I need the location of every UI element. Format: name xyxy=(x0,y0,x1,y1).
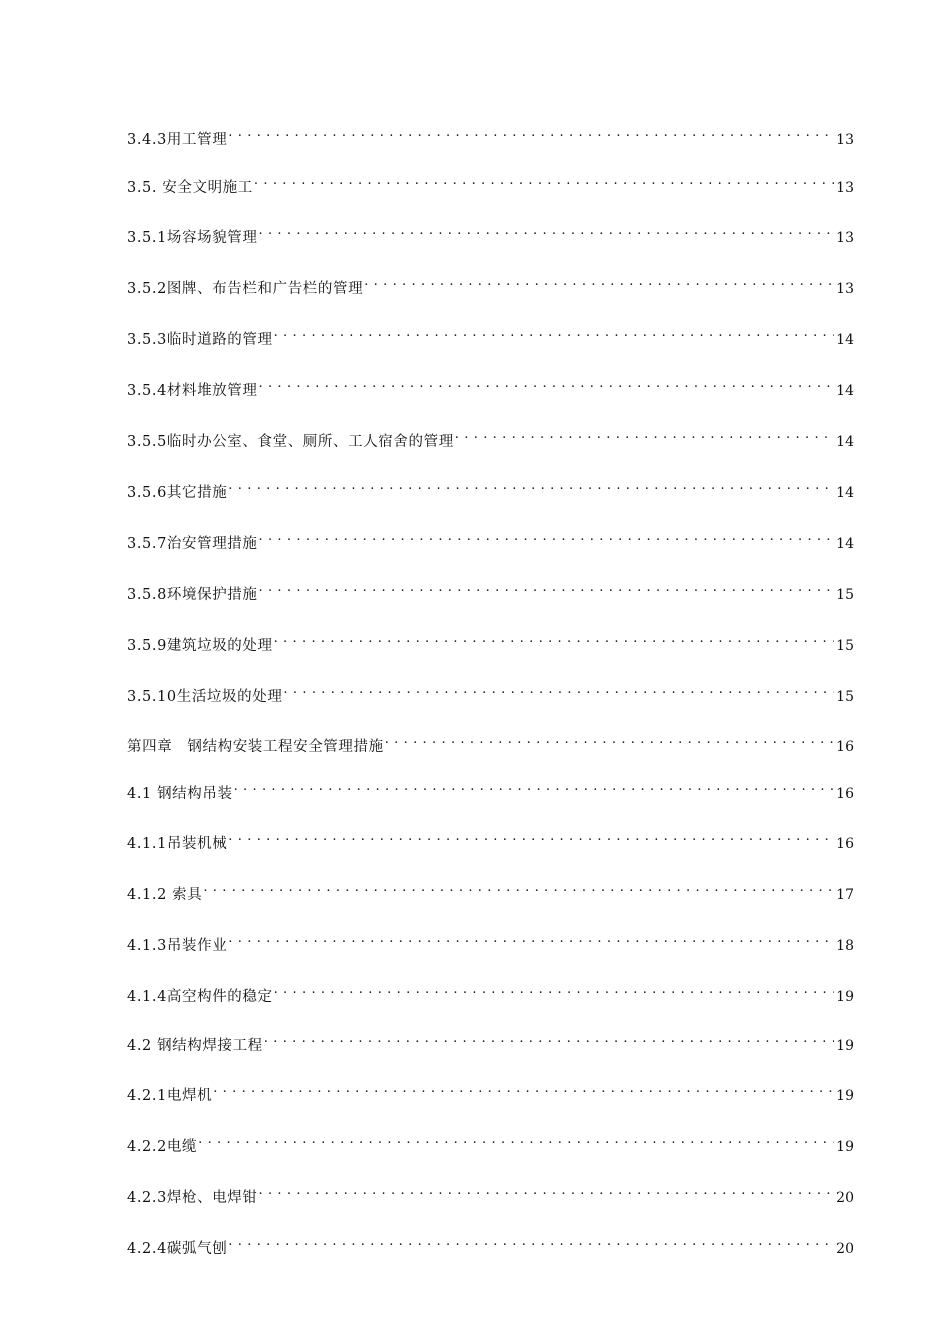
toc-entry-page: 16 xyxy=(836,739,854,755)
toc-leader-dots xyxy=(364,271,834,293)
toc-entry-title: 3.5.3临时道路的管理 xyxy=(127,332,273,348)
toc-entry-title: 3.5.7治安管理措施 xyxy=(127,536,258,552)
toc-leader-dots xyxy=(274,322,835,344)
toc-entry-title: 4.2.2电缆 xyxy=(127,1139,198,1155)
toc-entry-page: 16 xyxy=(836,836,854,852)
toc-entry-page: 13 xyxy=(836,230,854,246)
toc-entry-page: 14 xyxy=(836,536,854,552)
toc-leader-dots xyxy=(228,122,834,144)
toc-entry-title: 3.5.2图牌、布告栏和广告栏的管理 xyxy=(127,281,364,297)
toc-entry[interactable] xyxy=(127,729,854,755)
toc-entry-page: 19 xyxy=(836,1088,854,1104)
toc-entry[interactable] xyxy=(127,122,854,148)
toc-entry-page: 14 xyxy=(836,332,854,348)
toc-entry[interactable] xyxy=(127,928,854,954)
toc-entry-title: 3.5.6其它措施 xyxy=(127,485,228,501)
toc-entry-title: 第四章 钢结构安装工程安全管理措施 xyxy=(127,739,384,755)
toc-entry[interactable] xyxy=(127,424,854,450)
toc-entry[interactable] xyxy=(127,776,854,802)
toc-entry-title: 4.1.4高空构件的稳定 xyxy=(127,989,273,1005)
toc-entry-title: 4.2.4碳弧气刨 xyxy=(127,1241,228,1257)
toc-leader-dots xyxy=(234,776,835,798)
toc-entry-page: 18 xyxy=(836,938,854,954)
toc-entry[interactable] xyxy=(127,877,854,903)
toc-entry-page: 13 xyxy=(836,281,854,297)
toc-entry[interactable] xyxy=(127,322,854,348)
toc-entry-title: 3.5.1场容场貌管理 xyxy=(127,230,258,246)
toc-entry-page: 13 xyxy=(836,180,854,196)
toc-entry[interactable] xyxy=(127,526,854,552)
toc-entry-title: 4.1.1吊装机械 xyxy=(127,836,228,852)
toc-entry-title: 4.2 钢结构焊接工程 xyxy=(127,1038,263,1054)
toc-entry-page: 13 xyxy=(836,132,854,148)
toc-entry[interactable] xyxy=(127,220,854,246)
toc-leader-dots xyxy=(385,729,834,751)
toc-leader-dots xyxy=(228,928,834,950)
toc-entry-title: 4.1 钢结构吊装 xyxy=(127,786,233,802)
toc-entry-title: 3.4.3用工管理 xyxy=(127,132,228,148)
toc-leader-dots xyxy=(259,1180,835,1202)
toc-entry-title: 3.5.10生活垃圾的处理 xyxy=(127,689,283,705)
toc-entry-page: 17 xyxy=(836,887,854,903)
toc-entry[interactable] xyxy=(127,826,854,852)
toc-entry-page: 20 xyxy=(836,1241,854,1257)
toc-leader-dots xyxy=(259,220,835,242)
toc-entry[interactable] xyxy=(127,628,854,654)
toc-leader-dots xyxy=(455,424,834,446)
toc-entry[interactable] xyxy=(127,475,854,501)
toc-entry-page: 14 xyxy=(836,434,854,450)
toc-entry-title: 4.1.2 索具 xyxy=(127,887,203,903)
toc-entry[interactable] xyxy=(127,170,854,196)
toc-leader-dots xyxy=(228,475,834,497)
toc-entry-page: 15 xyxy=(836,638,854,654)
toc-leader-dots xyxy=(228,826,834,848)
toc-entry[interactable] xyxy=(127,1028,854,1054)
toc-leader-dots xyxy=(283,679,834,701)
toc-leader-dots xyxy=(228,1231,834,1253)
toc-entry-page: 19 xyxy=(836,989,854,1005)
toc-leader-dots xyxy=(274,628,835,650)
toc-leader-dots xyxy=(213,1078,834,1100)
toc-entry-title: 3.5.8环境保护措施 xyxy=(127,587,258,603)
toc-leader-dots xyxy=(264,1028,834,1050)
toc-entry[interactable] xyxy=(127,1231,854,1257)
toc-leader-dots xyxy=(259,526,835,548)
toc-entry[interactable] xyxy=(127,979,854,1005)
toc-entry[interactable] xyxy=(127,679,854,705)
toc-entry-title: 3.5.4材料堆放管理 xyxy=(127,383,258,399)
toc-entry-title: 3.5.9建筑垃圾的处理 xyxy=(127,638,273,654)
toc-leader-dots xyxy=(259,577,835,599)
toc-entry-page: 15 xyxy=(836,587,854,603)
toc-entry[interactable] xyxy=(127,577,854,603)
toc-leader-dots xyxy=(198,1129,834,1151)
toc-entry-title: 3.5. 安全文明施工 xyxy=(127,180,253,196)
toc-entry-page: 16 xyxy=(836,786,854,802)
toc-leader-dots xyxy=(203,877,834,899)
toc-entry-title: 4.2.1电焊机 xyxy=(127,1088,213,1104)
toc-entry-page: 14 xyxy=(836,383,854,399)
toc-entry[interactable] xyxy=(127,373,854,399)
toc-entry-title: 3.5.5临时办公室、食堂、厕所、工人宿舍的管理 xyxy=(127,434,454,450)
toc-entry[interactable] xyxy=(127,1078,854,1104)
toc-entry-page: 15 xyxy=(836,689,854,705)
toc-entry-page: 19 xyxy=(836,1139,854,1155)
toc-entry-page: 19 xyxy=(836,1038,854,1054)
toc-leader-dots xyxy=(254,170,834,192)
toc-entry-page: 14 xyxy=(836,485,854,501)
toc-leader-dots xyxy=(274,979,835,1001)
toc-entry[interactable] xyxy=(127,1180,854,1206)
toc-entry[interactable] xyxy=(127,1129,854,1155)
toc-entry[interactable] xyxy=(127,271,854,297)
toc-entry-page: 20 xyxy=(836,1190,854,1206)
toc-leader-dots xyxy=(259,373,835,395)
toc-entry-title: 4.1.3吊装作业 xyxy=(127,938,228,954)
toc-entry-title: 4.2.3焊枪、电焊钳 xyxy=(127,1190,258,1206)
